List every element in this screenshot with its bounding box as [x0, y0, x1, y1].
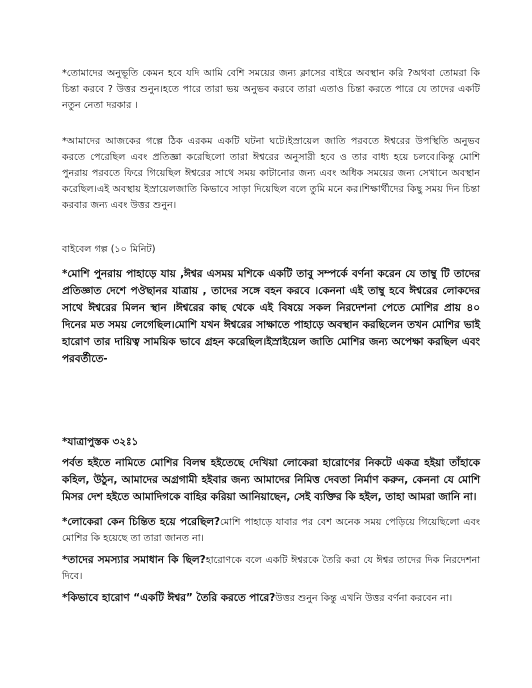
- question-1-lead: *লোকেরা কেন চিন্তিত হয়ে পরেছিল?: [62, 516, 221, 528]
- exodus-verse-paragraph: পর্বত হইতে নামিতে মোশির বিলম্ব হইতেছে দেখিয়া লোকেরা হারোণের নিকটে একত্র হইয়া তাঁহাকে কহিল, উঠুন, আমাদের অগ্রগামী হইবার জন্য আমাদের নিমিত্ত দেবতা নির্মাণ করুন, কেননা যে মোশি মিসর দেশ হইতে আমাদিগকে বাহির করিয়া আনিয়াছেন, সেই ব্যক্তির কি হইল, তাহা আমরা জানি না।: [62, 457, 480, 503]
- bible-story-heading: বাইবেল গল্প (১০ মিনিট): [62, 244, 156, 255]
- question-1-answer: মোশি পাহাড়ে যাবার পর বেশ অনেক সময় পেড়িয়ে গিয়েছিলো এবং মোশির কি হয়েছে তা তারা জানত না।: [62, 517, 481, 544]
- question-paragraph-1: [62, 514, 480, 547]
- bible-story-paragraph: *মোশি পুনরায় পাহাড়ে যায় ,ঈশ্বর এসময় মশিকে একটি তাবু সম্পর্কে বর্ণনা করেন যে তাম্বু টি তাদের প্রতিজ্ঞাত দেশে পঔছানর যাত্রায় , তাদের সঙ্গে বহন করবে ।কেননা এই তাম্বু হবে ঈশ্বরের লোকদের সাথে ঈশ্বরের মিলন স্থান ।ঈশ্বরের কাছ থেকে এই বিষয়ে সকল নিরদেশনা পেতে মোশির প্রায় ৪০ দিনের মত সময় লেগেছিল।মোশি যখন ঈশ্বরের সাক্ষাতে পাহাড়ে অবস্থান করছিলেন তখন মোশির ভাই হারোণ তার দায়িত্ব সাময়িক ভাবে গ্রহন করেছিল।ইস্রাইয়েল জাতি মোশির জন্য অপেক্ষা করছিল এবং পরবর্তীতে-: [62, 268, 480, 365]
- exodus-reference-heading: *যাত্রাপুস্তক ৩২ঃ১: [62, 436, 139, 448]
- question-3-lead: *কিভাবে হারোণ “একটি ঈশ্বর” তৈরি করতে পারে?: [62, 592, 276, 604]
- question-2-lead: *তাদের সমস্যার সমাধান কি ছিল?: [62, 554, 206, 566]
- question-paragraph-3: [62, 590, 452, 607]
- question-2-answer: হারোণকে বলে একটি ঈশ্বরকে তৈরি করা যে ঈশ্বর তাদের দিক নিরদেশনা দিবে।: [62, 555, 480, 582]
- story-context-paragraph: *আমাদের আজকের গল্পে ঠিক এরকম একটি ঘটনা ঘটে।ইস্রায়েল জাতি পরবতে ঈশ্বরের উপস্থিতি অনুভব করতে পেরেছিল এবং প্রতিজ্ঞা করেছিলো তারা ঈশ্বরের অনুসারী হবে ও তার বাধ্য হয়ে চলবে।কিন্তু মোশি পুনরায় পরবতে ফিরে গিয়েছিল ঈশ্বরের সাথে সময় কাটানোর জন্য এবং অধিক সময়ের জন্য সেখানে অবস্থান করেছিল।এই অবস্থায় ইস্রায়েলজাতি কিভাবে সাড়া দিয়েছিল বলে তুমি মনে কর।শিক্ষার্থীদের কিছু সময় দিন চিন্তা করবার জন্য এবং উত্তর শুনুন।: [62, 136, 480, 211]
- question-3-answer: উত্তর শুনুন কিন্তু এখনি উত্তর বর্ণনা করবেন না।: [275, 593, 453, 604]
- question-paragraph-2: [62, 552, 480, 585]
- intro-question-paragraph: *তোমাদের অনুভূতি কেমন হবে যদি আমি বেশি সময়ের জন্য ক্লাসের বাইরে অবস্থান করি ?অথবা তোমরা কি চিন্তা করবে ? উত্তর শুনুন।হতে পারে তারা ভয় অনুভব করবে তারা এতাও চিন্তা করতে পারে যে তাদের একটি নতুন নেতা দরকার ।: [62, 68, 480, 111]
